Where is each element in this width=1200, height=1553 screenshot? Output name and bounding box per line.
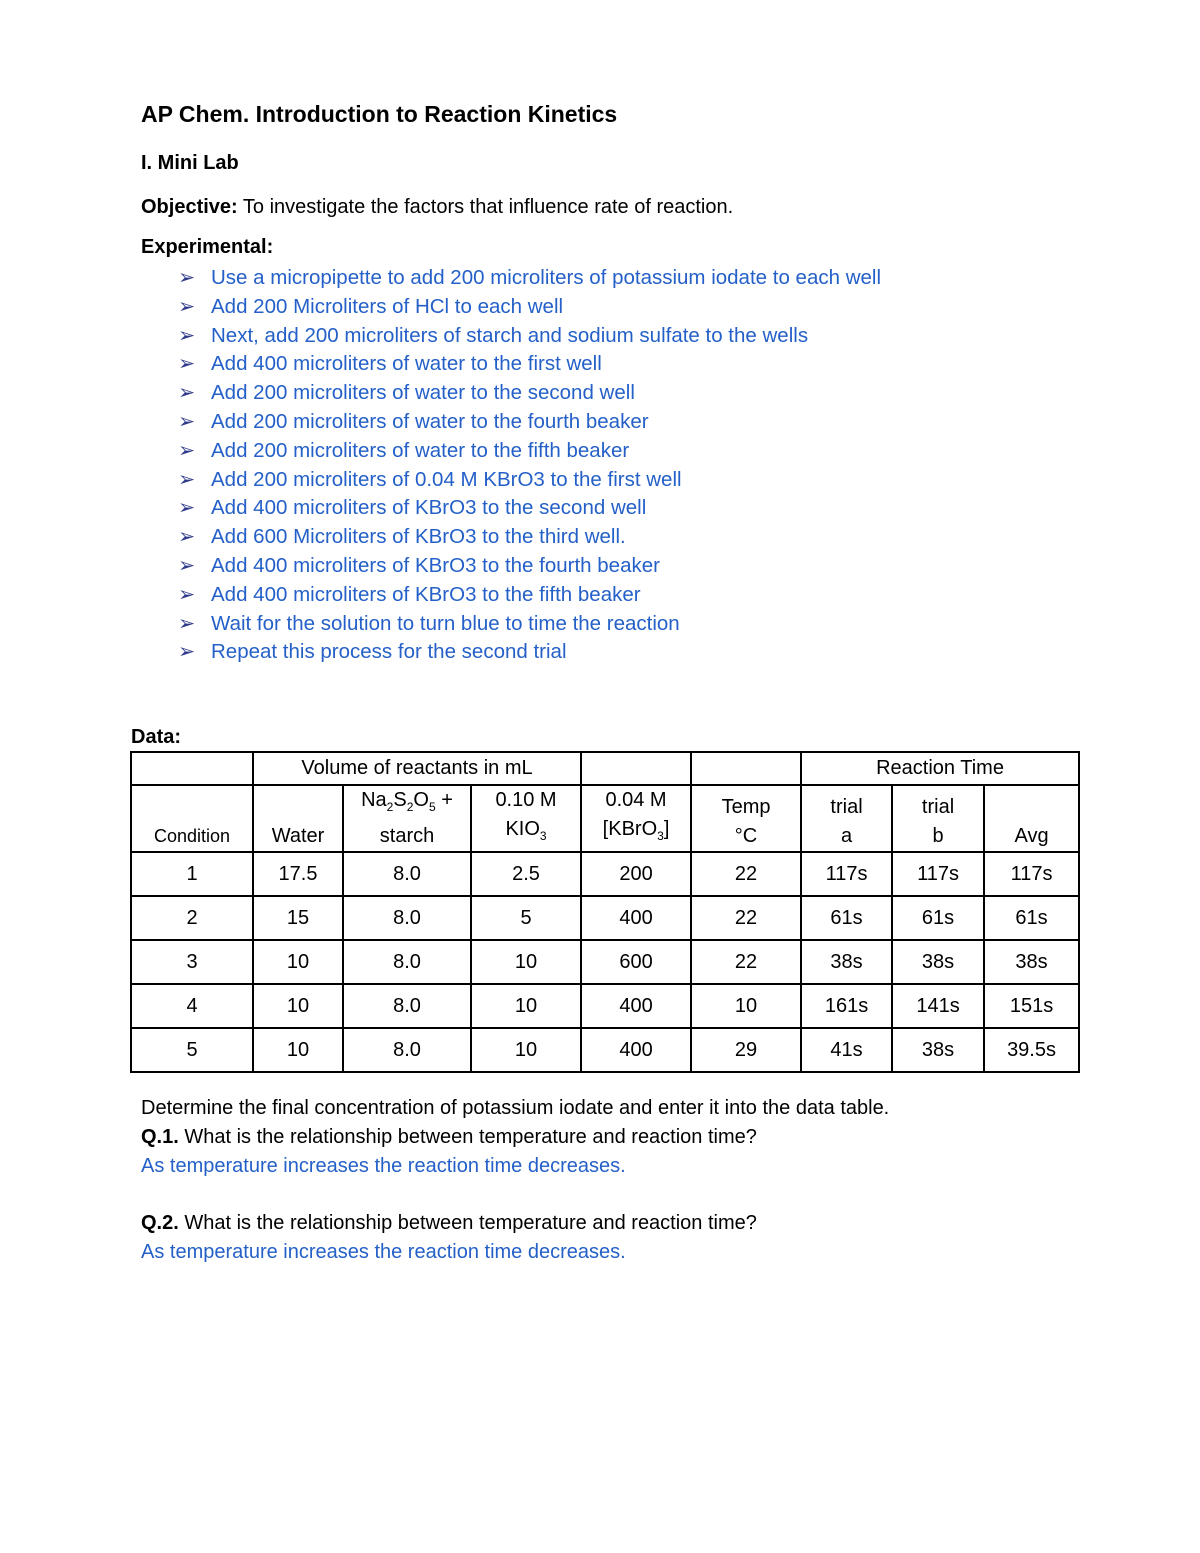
procedure-step bbox=[178, 322, 881, 351]
table-cell: 10 bbox=[471, 940, 581, 984]
table-cell: 117s bbox=[892, 852, 984, 896]
step-text: Add 200 microliters of water to the fifth beaker bbox=[211, 438, 630, 462]
step-text: Add 200 Microliters of HCl to each well bbox=[211, 294, 564, 318]
arrow-bullet-icon: ➢ bbox=[178, 294, 196, 318]
procedure-step bbox=[178, 494, 881, 523]
table-cell: 39.5s bbox=[984, 1028, 1079, 1072]
step-text: Add 400 microliters of KBrO3 to the fourth beaker bbox=[211, 553, 660, 577]
step-text: Add 400 microliters of KBrO3 to the second well bbox=[211, 496, 647, 520]
procedure-step bbox=[178, 638, 881, 667]
procedure-step bbox=[178, 293, 881, 322]
volume-group-header: Volume of reactants in mL bbox=[253, 752, 581, 785]
step-text: Wait for the solution to turn blue to time the reaction bbox=[211, 611, 680, 635]
table-row bbox=[131, 940, 1079, 984]
table-row bbox=[131, 984, 1079, 1028]
table-cell: 38s bbox=[892, 1028, 984, 1072]
instruction-text: Determine the final concentration of potassium iodate and enter it into the data table. bbox=[141, 1097, 890, 1119]
data-label: Data: bbox=[131, 726, 182, 748]
table-cell: 3 bbox=[131, 940, 253, 984]
table-cell: 5 bbox=[471, 896, 581, 940]
objective bbox=[141, 196, 733, 219]
arrow-bullet-icon: ➢ bbox=[178, 409, 196, 433]
arrow-bullet-icon: ➢ bbox=[178, 640, 196, 664]
table-cell: 8.0 bbox=[343, 896, 471, 940]
table-cell: 22 bbox=[691, 896, 801, 940]
reaction-time-group-header: Reaction Time bbox=[801, 752, 1079, 785]
table-row bbox=[131, 896, 1079, 940]
step-text: Next, add 200 microliters of starch and sodium sulfate to the wells bbox=[211, 323, 809, 347]
step-text: Repeat this process for the second trial bbox=[211, 640, 567, 664]
question-2 bbox=[141, 1212, 757, 1235]
arrow-bullet-icon: ➢ bbox=[178, 611, 196, 635]
kbro3-header: 0.04 M [KBrO$_3$] bbox=[581, 785, 691, 852]
question-1 bbox=[141, 1126, 757, 1149]
arrow-bullet-icon: ➢ bbox=[178, 582, 196, 606]
na2s2o5-header: $Na_2S_2O_5$ + starch bbox=[343, 785, 471, 852]
arrow-bullet-icon: ➢ bbox=[178, 525, 196, 549]
procedure-step bbox=[178, 437, 881, 466]
table-cell: 38s bbox=[892, 940, 984, 984]
table-cell: 38s bbox=[984, 940, 1079, 984]
question-2-label: Q.2. bbox=[141, 1212, 179, 1234]
arrow-bullet-icon: ➢ bbox=[178, 467, 196, 491]
table-cell: 8.0 bbox=[343, 1028, 471, 1072]
table-cell: 117s bbox=[801, 852, 892, 896]
table-cell: 117s bbox=[984, 852, 1079, 896]
question-1-text: What is the relationship between temperature and reaction time? bbox=[178, 1126, 757, 1148]
table-cell: 17.5 bbox=[253, 852, 343, 896]
table-cell: 200 bbox=[581, 852, 691, 896]
table-cell: 41s bbox=[801, 1028, 892, 1072]
table-cell: 10 bbox=[471, 1028, 581, 1072]
arrow-bullet-icon: ➢ bbox=[178, 323, 196, 347]
table-cell bbox=[691, 752, 801, 785]
table-cell: 400 bbox=[581, 984, 691, 1028]
procedure-step bbox=[178, 581, 881, 610]
procedure-step bbox=[178, 264, 881, 293]
table-cell: 2 bbox=[131, 896, 253, 940]
table-cell: 38s bbox=[801, 940, 892, 984]
question-2-text: What is the relationship between temperature and reaction time? bbox=[178, 1212, 757, 1234]
procedure-step bbox=[178, 350, 881, 379]
table-cell: 151s bbox=[984, 984, 1079, 1028]
table-cell: 8.0 bbox=[343, 852, 471, 896]
table-row bbox=[131, 852, 1079, 896]
objective-text: To investigate the factors that influence rate of reaction. bbox=[237, 196, 734, 218]
table-cell: 400 bbox=[581, 896, 691, 940]
table-cell: 600 bbox=[581, 940, 691, 984]
kio3-header: 0.10 M $KIO_3$ bbox=[471, 785, 581, 852]
table-cell: 22 bbox=[691, 940, 801, 984]
trial-a-header: trial a bbox=[801, 785, 892, 852]
experimental-label: Experimental: bbox=[141, 236, 274, 258]
step-text: Add 600 Microliters of KBrO3 to the third well. bbox=[211, 525, 626, 549]
table-cell: 10 bbox=[253, 940, 343, 984]
arrow-bullet-icon: ➢ bbox=[178, 266, 196, 289]
table-cell: 61s bbox=[801, 896, 892, 940]
procedure-step bbox=[178, 552, 881, 581]
procedure-step bbox=[178, 610, 881, 639]
table-group-header-row bbox=[131, 752, 1079, 785]
arrow-bullet-icon: ➢ bbox=[178, 381, 196, 405]
table-cell: 8.0 bbox=[343, 984, 471, 1028]
table-cell: 10 bbox=[471, 984, 581, 1028]
procedure-list bbox=[178, 264, 881, 667]
table-cell: 400 bbox=[581, 1028, 691, 1072]
table-cell: 22 bbox=[691, 852, 801, 896]
table-cell bbox=[581, 752, 691, 785]
table-cell: 1 bbox=[131, 852, 253, 896]
question-1-label: Q.1. bbox=[141, 1126, 179, 1148]
table-cell: 10 bbox=[253, 1028, 343, 1072]
table-cell: 10 bbox=[253, 984, 343, 1028]
data-table bbox=[130, 751, 1080, 1073]
water-header: Water bbox=[253, 785, 343, 852]
step-text: Add 400 microliters of KBrO3 to the fifth beaker bbox=[211, 582, 641, 606]
temp-header: Temp °C bbox=[691, 785, 801, 852]
step-text: Add 400 microliters of water to the first well bbox=[211, 352, 602, 376]
table-cell: 29 bbox=[691, 1028, 801, 1072]
arrow-bullet-icon: ➢ bbox=[178, 553, 196, 577]
section-heading: I. Mini Lab bbox=[141, 152, 239, 174]
procedure-step bbox=[178, 408, 881, 437]
table-header-row bbox=[131, 785, 1079, 852]
document-title: AP Chem. Introduction to Reaction Kinetics bbox=[141, 101, 618, 127]
table-cell: 5 bbox=[131, 1028, 253, 1072]
procedure-step bbox=[178, 466, 881, 495]
table-cell bbox=[131, 752, 253, 785]
condition-header: Condition bbox=[131, 785, 253, 852]
objective-label: Objective: bbox=[141, 196, 238, 218]
table-cell: 10 bbox=[691, 984, 801, 1028]
table-cell: 161s bbox=[801, 984, 892, 1028]
step-text: Add 200 microliters of 0.04 M KBrO3 to the first well bbox=[211, 467, 682, 491]
step-text: Add 200 microliters of water to the second well bbox=[211, 381, 635, 405]
table-cell: 15 bbox=[253, 896, 343, 940]
trial-b-header: trial b bbox=[892, 785, 984, 852]
arrow-bullet-icon: ➢ bbox=[178, 496, 196, 520]
table-cell: 61s bbox=[984, 896, 1079, 940]
step-text: Add 200 microliters of water to the fourth beaker bbox=[211, 409, 649, 433]
table-cell: 61s bbox=[892, 896, 984, 940]
table-row bbox=[131, 1028, 1079, 1072]
answer-2: As temperature increases the reaction time decreases. bbox=[141, 1241, 626, 1263]
procedure-step bbox=[178, 379, 881, 408]
step-text: Use a micropipette to add 200 microliters of potassium iodate to each well bbox=[211, 266, 882, 289]
table-cell: 8.0 bbox=[343, 940, 471, 984]
answer-1: As temperature increases the reaction time decreases. bbox=[141, 1155, 626, 1177]
table-cell: 4 bbox=[131, 984, 253, 1028]
procedure-step bbox=[178, 523, 881, 552]
arrow-bullet-icon: ➢ bbox=[178, 438, 196, 462]
arrow-bullet-icon: ➢ bbox=[178, 352, 196, 376]
table-cell: 2.5 bbox=[471, 852, 581, 896]
table-cell: 141s bbox=[892, 984, 984, 1028]
avg-header: Avg bbox=[984, 785, 1079, 852]
